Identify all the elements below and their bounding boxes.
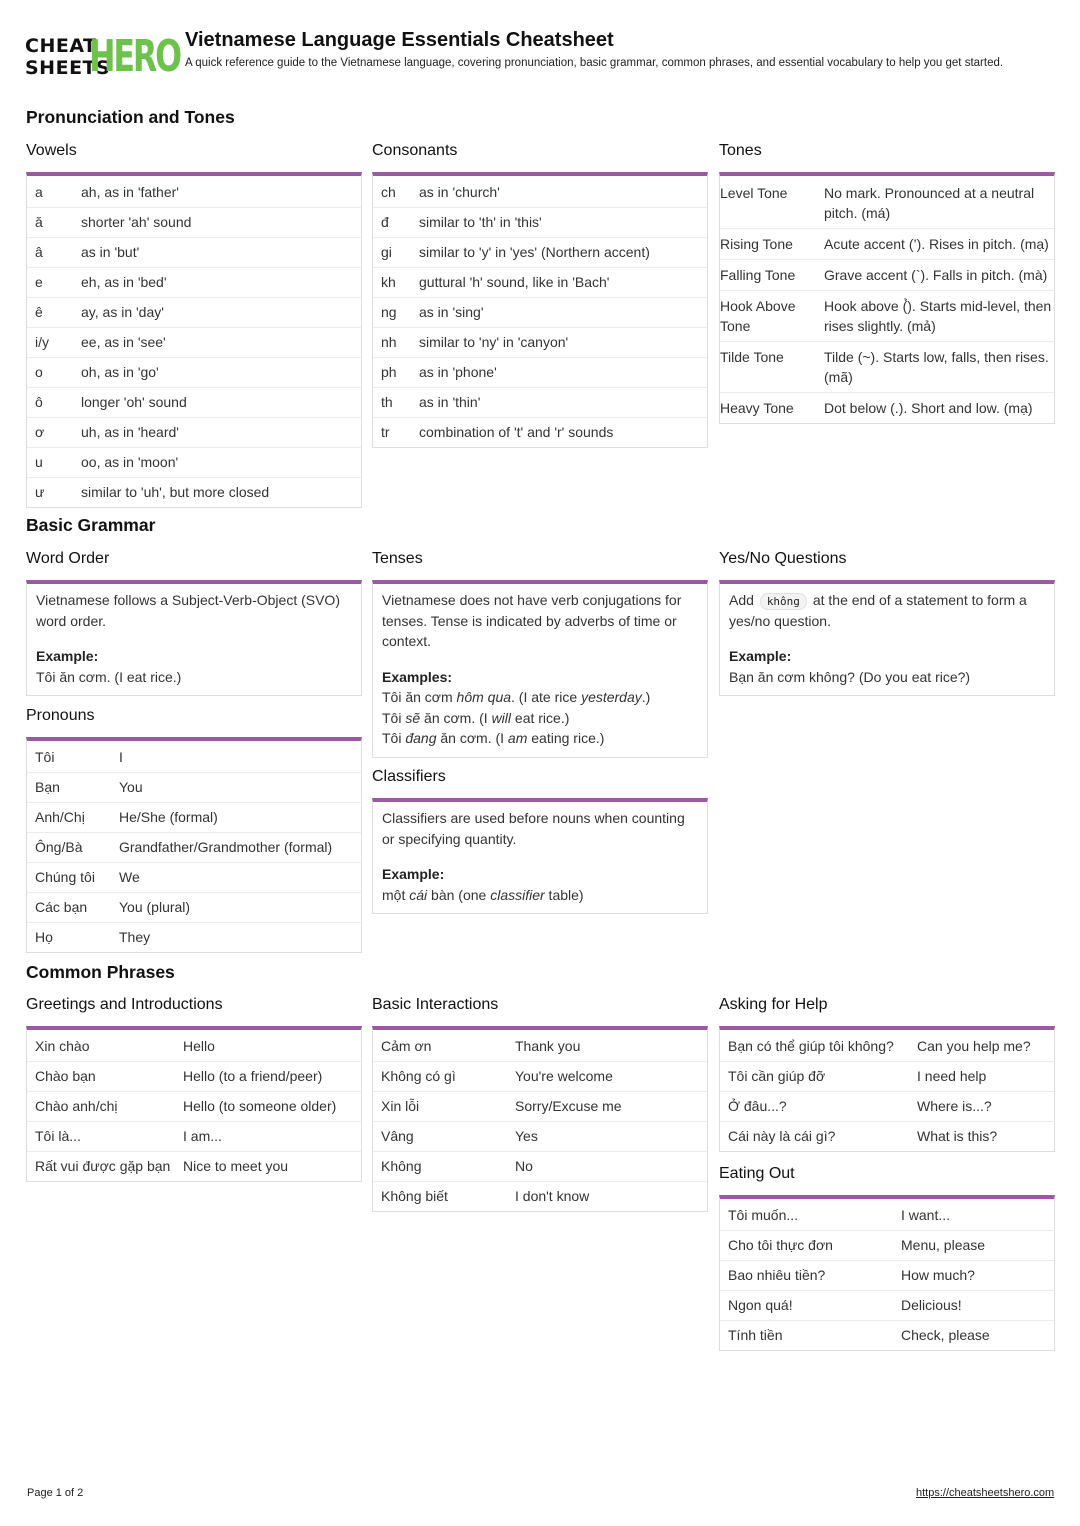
- card-title-tenses: Tenses: [372, 550, 423, 567]
- table-row: [373, 1062, 707, 1092]
- table-row: [27, 238, 361, 268]
- row-meaning: No mark. Pronounced at a neutral pitch. (má): [824, 178, 1054, 229]
- row-term: ư: [35, 484, 45, 500]
- row-meaning: Hello (to a friend/peer): [183, 1062, 361, 1092]
- row-term: ng: [373, 298, 419, 328]
- table-row: [720, 1062, 1054, 1092]
- row-term: Ngon quá!: [720, 1291, 901, 1321]
- row-meaning: No: [515, 1152, 707, 1182]
- row-meaning: as in 'church': [419, 178, 707, 208]
- table-row: [27, 448, 361, 478]
- vowels-table: [27, 178, 361, 507]
- page-number: Page 1 of 2: [27, 1487, 84, 1499]
- row-term: Level Tone: [720, 178, 824, 229]
- row-term: o: [27, 358, 81, 388]
- table-row: [373, 1032, 707, 1062]
- row-term: đ: [373, 208, 419, 238]
- tenses-example-past: [382, 687, 698, 708]
- row-meaning: longer 'oh' sound: [81, 388, 361, 418]
- card-title-tones: Tones: [719, 142, 762, 159]
- row-meaning: similar to 'uh', but more closed: [81, 484, 270, 500]
- tones-card: [719, 172, 1055, 424]
- emphasis: sẽ: [405, 709, 421, 726]
- row-meaning: I: [119, 743, 361, 773]
- table-row: [27, 773, 361, 803]
- row-term: u: [27, 448, 81, 478]
- table-row: [373, 388, 707, 418]
- greetings-table: [27, 1032, 361, 1181]
- row-term: Tôi cần giúp đỡ: [720, 1062, 917, 1092]
- row-meaning: Grandfather/Grandmother (formal): [119, 833, 361, 863]
- text-segment: eating rice.): [527, 730, 605, 746]
- pronouns-card: [26, 737, 362, 953]
- row-meaning: oh, as in 'go': [81, 358, 361, 388]
- row-meaning: I don't know: [515, 1188, 590, 1204]
- row-meaning: You: [119, 773, 361, 803]
- row-meaning: Thank you: [515, 1032, 707, 1062]
- text-segment: eat rice.): [511, 709, 570, 726]
- row-term: Falling Tone: [720, 260, 824, 291]
- help-card: [719, 1026, 1055, 1152]
- tenses-text: Vietnamese does not have verb conjugations for tenses. Tense is indicated by adverbs of time or context.: [382, 592, 682, 649]
- row-meaning: eh, as in 'bed': [81, 268, 361, 298]
- table-row: [373, 1092, 707, 1122]
- row-term: Cho tôi thực đơn: [720, 1231, 901, 1261]
- site-link[interactable]: https://cheatsheetshero.com: [916, 1487, 1055, 1499]
- row-meaning: Can you help me?: [917, 1032, 1054, 1062]
- table-row: [720, 342, 1054, 393]
- table-row: [27, 208, 361, 238]
- row-meaning: Hello: [183, 1032, 361, 1062]
- table-row: [373, 418, 707, 448]
- row-meaning: ay, as in 'day': [81, 298, 361, 328]
- table-row: [27, 268, 361, 298]
- row-meaning: I want...: [901, 1201, 1054, 1231]
- help-rows: [720, 1032, 1054, 1151]
- row-meaning: Hook above (̉). Starts mid-level, then rises slightly. (mả): [824, 291, 1054, 342]
- eating-table: [720, 1201, 1054, 1350]
- yesno-text: [729, 590, 1045, 631]
- text-segment: ăn cơm. (I: [420, 709, 492, 726]
- table-row: [373, 1182, 707, 1212]
- pronouns-table: [27, 743, 361, 952]
- card-title-greetings: Greetings and Introductions: [26, 996, 223, 1013]
- table-row: [27, 298, 361, 328]
- row-meaning: guttural 'h' sound, like in 'Bach': [419, 268, 707, 298]
- row-meaning: Hello (to someone older): [183, 1092, 361, 1122]
- text-segment: Tôi: [382, 709, 406, 726]
- table-row: [373, 178, 707, 208]
- classifiers-text: Classifiers are used before nouns when counting or specifying quantity.: [382, 810, 685, 847]
- pronouns-rows: [27, 743, 361, 952]
- row-meaning: Nice to meet you: [183, 1158, 289, 1174]
- yesno-example: Bạn ăn cơm không? (Do you eat rice?): [729, 668, 971, 685]
- row-meaning: as in 'sing': [419, 298, 707, 328]
- row-term: Tính tiền: [728, 1327, 783, 1343]
- table-row: [27, 328, 361, 358]
- row-term: Chúng tôi: [27, 863, 119, 893]
- emphasis: cái: [409, 886, 428, 903]
- page-title: Vietnamese Language Essentials Cheatsheet: [185, 29, 614, 51]
- table-row: [27, 478, 361, 508]
- emphasis: yesterday: [581, 689, 642, 705]
- text-segment: Add: [729, 592, 754, 608]
- row-term: Không: [373, 1152, 515, 1182]
- table-row: [720, 260, 1054, 291]
- table-row: [720, 178, 1054, 229]
- row-meaning: Acute accent (’). Rises in pitch. (mạ): [824, 229, 1054, 260]
- tones-table: [720, 178, 1054, 423]
- row-term: Tilde Tone: [720, 342, 824, 393]
- row-meaning: Yes: [515, 1122, 707, 1152]
- table-row: [720, 1122, 1054, 1152]
- emphasis: classifier: [490, 886, 545, 903]
- row-meaning: Menu, please: [901, 1231, 1054, 1261]
- table-row: [373, 298, 707, 328]
- row-term: Xin chào: [27, 1032, 183, 1062]
- row-meaning: Grave accent (`). Falls in pitch. (mà): [824, 260, 1054, 291]
- row-term: i/y: [27, 328, 81, 358]
- logo-text-sheets: SHEETS: [25, 57, 111, 79]
- text-segment: ăn cơm. (I: [436, 730, 508, 746]
- row-term: ă: [27, 208, 81, 238]
- table-row: [720, 1261, 1054, 1291]
- row-meaning: How much?: [901, 1261, 1054, 1291]
- row-meaning: ee, as in 'see': [81, 328, 361, 358]
- row-meaning: They: [119, 929, 151, 945]
- table-row: [27, 388, 361, 418]
- table-row: [373, 208, 707, 238]
- consonants-rows: [373, 178, 707, 447]
- text-segment: Tôi: [382, 730, 406, 746]
- table-row: [373, 238, 707, 268]
- tenses-card: [372, 580, 708, 758]
- row-meaning: as in 'but': [81, 238, 361, 268]
- card-title-classifiers: Classifiers: [372, 768, 446, 785]
- row-meaning: Check, please: [901, 1327, 990, 1343]
- help-table: [720, 1032, 1054, 1151]
- section-title-phrases: Common Phrases: [26, 962, 175, 982]
- yesno-example-label: Example:: [729, 648, 792, 664]
- emphasis: hôm qua: [456, 689, 512, 705]
- row-term: e: [27, 268, 81, 298]
- table-row: [27, 833, 361, 863]
- interactions-rows: [373, 1032, 707, 1211]
- row-meaning: uh, as in 'heard': [81, 418, 361, 448]
- row-meaning: oo, as in 'moon': [81, 448, 361, 478]
- classifiers-example: [382, 885, 698, 906]
- row-term: Không có gì: [373, 1062, 515, 1092]
- table-row: [373, 328, 707, 358]
- word-order-card: [26, 580, 362, 696]
- logo-text-hero: HERO: [89, 31, 180, 82]
- card-title-word-order: Word Order: [26, 550, 110, 567]
- row-term: Tôi là...: [27, 1122, 183, 1152]
- row-meaning: shorter 'ah' sound: [81, 208, 361, 238]
- eating-card: [719, 1195, 1055, 1351]
- table-row: [27, 178, 361, 208]
- row-term: tr: [381, 424, 390, 440]
- table-row: [27, 863, 361, 893]
- row-term: Rising Tone: [720, 229, 824, 260]
- interactions-card: [372, 1026, 708, 1212]
- row-term: th: [373, 388, 419, 418]
- logo-text-cheat: CHEAT: [25, 35, 97, 57]
- row-term: Tôi muốn...: [720, 1201, 901, 1231]
- row-term: Bạn có thể giúp tôi không?: [720, 1032, 917, 1062]
- row-term: Bạn: [27, 773, 119, 803]
- card-title-eating: Eating Out: [719, 1165, 795, 1182]
- row-meaning: You (plural): [119, 893, 361, 923]
- row-meaning: I need help: [917, 1062, 1054, 1092]
- row-term: Vâng: [373, 1122, 515, 1152]
- table-row: [27, 1122, 361, 1152]
- emphasis: am: [507, 730, 528, 746]
- row-meaning: as in 'phone': [419, 358, 707, 388]
- word-order-text: Vietnamese follows a Subject-Verb-Object (SVO) word order.: [36, 592, 340, 629]
- row-term: Anh/Chị: [27, 803, 119, 833]
- row-term: ê: [27, 298, 81, 328]
- row-term: Cái này là cái gì?: [728, 1128, 836, 1144]
- word-order-example-label: Example:: [36, 648, 99, 664]
- table-row: [373, 268, 707, 298]
- table-row: [373, 358, 707, 388]
- row-term: Họ: [35, 929, 53, 945]
- row-meaning: Dot below (.). Short and low. (mạ): [824, 400, 1033, 416]
- greetings-card: [26, 1026, 362, 1182]
- section-title-pronunciation: Pronunciation and Tones: [26, 107, 235, 127]
- table-row: [27, 1152, 361, 1182]
- text-segment: . (I ate rice: [511, 689, 582, 705]
- consonants-card: [372, 172, 708, 448]
- text-segment: .): [641, 689, 651, 705]
- row-term: Không biết: [381, 1188, 448, 1204]
- row-meaning: Where is...?: [917, 1092, 1054, 1122]
- row-meaning: Tilde (~). Starts low, falls, then rises. (mã): [824, 342, 1054, 393]
- row-term: nh: [373, 328, 419, 358]
- section-title-grammar: Basic Grammar: [26, 515, 156, 535]
- row-meaning: similar to 'y' in 'yes' (Northern accent): [419, 238, 707, 268]
- row-term: Rất vui được gặp bạn: [35, 1158, 171, 1174]
- yesno-card: [719, 580, 1055, 696]
- table-row: [720, 393, 1054, 424]
- row-term: ô: [27, 388, 81, 418]
- row-term: ch: [373, 178, 419, 208]
- row-term: Bao nhiêu tiền?: [720, 1261, 901, 1291]
- row-term: ơ: [27, 418, 81, 448]
- row-term: kh: [373, 268, 419, 298]
- consonants-table: [373, 178, 707, 447]
- row-term: Chào anh/chị: [27, 1092, 183, 1122]
- text-segment: bàn (one: [427, 886, 491, 903]
- table-row: [720, 1231, 1054, 1261]
- table-row: [720, 1032, 1054, 1062]
- card-title-help: Asking for Help: [719, 996, 828, 1013]
- table-row: [720, 1201, 1054, 1231]
- row-meaning: You're welcome: [515, 1062, 707, 1092]
- row-term: Tôi: [27, 743, 119, 773]
- card-title-pronouns: Pronouns: [26, 707, 95, 724]
- row-term: gi: [373, 238, 419, 268]
- row-meaning: as in 'thin': [419, 388, 707, 418]
- card-title-interactions: Basic Interactions: [372, 996, 499, 1013]
- row-term: Các bạn: [27, 893, 119, 923]
- row-meaning: What is this?: [917, 1128, 998, 1144]
- table-row: [27, 803, 361, 833]
- table-row: [720, 1092, 1054, 1122]
- emphasis: đang: [405, 730, 437, 746]
- row-meaning: We: [119, 863, 361, 893]
- table-row: [27, 923, 361, 953]
- row-term: ph: [373, 358, 419, 388]
- classifiers-card: [372, 798, 708, 914]
- row-meaning: combination of 't' and 'r' sounds: [419, 424, 614, 440]
- row-term: Xin lỗi: [373, 1092, 515, 1122]
- row-term: Chào bạn: [27, 1062, 183, 1092]
- row-term: Ông/Bà: [27, 833, 119, 863]
- row-meaning: similar to 'ny' in 'canyon': [419, 328, 707, 358]
- text-segment: Tôi ăn cơm: [382, 689, 457, 705]
- row-term: â: [27, 238, 81, 268]
- row-meaning: I am...: [183, 1122, 361, 1152]
- row-term: Cảm ơn: [373, 1032, 515, 1062]
- vowels-rows: [27, 178, 361, 507]
- row-term: Heavy Tone: [720, 400, 794, 416]
- page-description: A quick reference guide to the Vietnamese language, covering pronunciation, basic grammar, common phrases, and essential vocabulary to help you get started.: [185, 57, 1004, 69]
- table-row: [373, 1122, 707, 1152]
- emphasis: will: [491, 709, 512, 726]
- code-khong: không: [760, 593, 807, 610]
- table-row: [27, 1092, 361, 1122]
- eating-rows: [720, 1201, 1054, 1350]
- row-term: a: [27, 178, 81, 208]
- row-meaning: Sorry/Excuse me: [515, 1092, 707, 1122]
- row-meaning: Delicious!: [901, 1291, 1054, 1321]
- table-row: [27, 418, 361, 448]
- tenses-example-future: [382, 708, 698, 729]
- table-row: [27, 1062, 361, 1092]
- interactions-table: [373, 1032, 707, 1211]
- cheatsheetshero-logo: [25, 31, 180, 82]
- table-row: [27, 358, 361, 388]
- text-segment: một: [382, 886, 410, 903]
- row-term: Hook Above Tone: [720, 291, 824, 342]
- table-row: [720, 291, 1054, 342]
- vowels-card: [26, 172, 362, 508]
- greetings-rows: [27, 1032, 361, 1181]
- card-title-consonants: Consonants: [372, 142, 458, 159]
- text-segment: at the end of a statement to form a yes/no question.: [729, 592, 1027, 629]
- row-meaning: ah, as in 'father': [81, 178, 361, 208]
- word-order-example: Tôi ăn cơm. (I eat rice.): [36, 668, 182, 685]
- table-row: [373, 1152, 707, 1182]
- table-row: [27, 1032, 361, 1062]
- table-row: [720, 1291, 1054, 1321]
- row-meaning: similar to 'th' in 'this': [419, 208, 707, 238]
- card-title-yesno: Yes/No Questions: [719, 550, 847, 567]
- table-row: [720, 229, 1054, 260]
- classifiers-example-label: Example:: [382, 866, 445, 882]
- tenses-example-progressive: [382, 728, 698, 749]
- table-row: [27, 893, 361, 923]
- tenses-examples-label: Examples:: [382, 668, 453, 685]
- card-title-vowels: Vowels: [26, 142, 77, 159]
- tones-rows: [720, 178, 1054, 423]
- table-row: [720, 1321, 1054, 1351]
- text-segment: table): [544, 886, 584, 903]
- row-meaning: He/She (formal): [119, 803, 361, 833]
- row-term: Ở đâu...?: [720, 1092, 917, 1122]
- table-row: [27, 743, 361, 773]
